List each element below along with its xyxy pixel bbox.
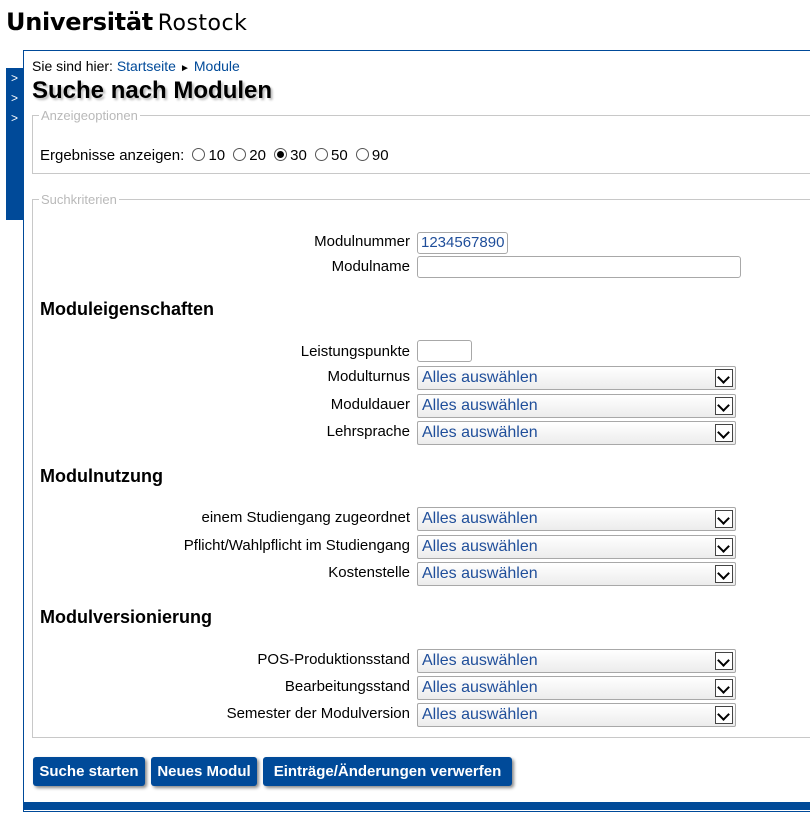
radio-50[interactable] <box>315 148 328 161</box>
moduldauer-select[interactable] <box>417 394 736 418</box>
search-criteria-legend: Suchkriterien <box>41 192 117 207</box>
bearbeitungsstand-select[interactable] <box>417 676 736 700</box>
radio-20-label: 20 <box>249 147 266 164</box>
expand-arrow-icon: > <box>10 111 18 125</box>
studiengang-label: einem Studiengang zugeordnet <box>201 509 410 526</box>
semester-label: Semester der Modulversion <box>226 705 410 722</box>
leistungspunkte-input[interactable] <box>417 340 472 362</box>
modulname-label: Modulname <box>331 258 410 275</box>
modulturnus-value: Alles auswählen <box>422 369 538 386</box>
studiengang-select[interactable] <box>417 507 736 531</box>
semester-value: Alles auswählen <box>422 706 538 723</box>
logo-word-rostock: Rostock <box>157 11 248 36</box>
pflicht-value: Alles auswählen <box>422 538 538 555</box>
logo-word-universitaet: Universität <box>6 8 153 36</box>
chevron-down-icon <box>715 424 733 442</box>
breadcrumb-prefix: Sie sind hier: <box>32 58 113 74</box>
radio-50-label: 50 <box>331 147 348 164</box>
modulversionierung-heading: Modulversionierung <box>40 607 213 627</box>
lehrsprache-label: Lehrsprache <box>326 423 410 440</box>
bearbeitungsstand-value: Alles auswählen <box>422 679 538 696</box>
radio-10[interactable] <box>192 148 205 161</box>
search-button[interactable]: Suche starten <box>33 757 145 786</box>
modulturnus-select[interactable] <box>417 366 736 390</box>
radio-30-label: 30 <box>290 147 307 164</box>
expand-arrow-icon: > <box>10 71 18 85</box>
modulname-input[interactable] <box>417 256 741 278</box>
new-module-button[interactable]: Neues Modul <box>151 757 257 786</box>
pflicht-label: Pflicht/Wahlpflicht im Studiengang <box>183 537 410 554</box>
chevron-down-icon <box>715 706 733 724</box>
moduldauer-label: Moduldauer <box>330 396 410 413</box>
chevron-down-icon <box>715 369 733 387</box>
results-per-page-label: Ergebnisse anzeigen: <box>40 147 185 164</box>
pflicht-select[interactable] <box>417 535 736 559</box>
chevron-down-icon <box>715 538 733 556</box>
chevron-down-icon <box>715 565 733 583</box>
bearbeitungsstand-label: Bearbeitungsstand <box>284 678 410 695</box>
pos-select[interactable] <box>417 649 736 673</box>
lehrsprache-value: Alles auswählen <box>422 424 538 441</box>
chevron-down-icon <box>715 510 733 528</box>
kostenstelle-label: Kostenstelle <box>328 564 410 581</box>
leistungspunkte-label: Leistungspunkte <box>300 343 410 360</box>
university-logo[interactable] <box>6 8 247 36</box>
moduleigenschaften-heading: Moduleigenschaften <box>40 299 215 319</box>
chevron-down-icon <box>715 679 733 697</box>
sidebar-toggle[interactable] <box>6 68 23 220</box>
lehrsprache-select[interactable] <box>417 421 736 445</box>
studiengang-value: Alles auswählen <box>422 510 538 527</box>
panel-footer-bar <box>23 802 810 810</box>
discard-button[interactable]: Einträge/Änderungen verwerfen <box>263 757 512 786</box>
display-options-legend: Anzeigeoptionen <box>41 108 138 123</box>
chevron-down-icon <box>715 652 733 670</box>
radio-10-label: 10 <box>208 147 226 164</box>
modulturnus-label: Modulturnus <box>327 368 410 385</box>
expand-arrow-icon: > <box>10 91 18 105</box>
display-options-fieldset <box>32 108 810 174</box>
results-per-page-row <box>40 147 389 164</box>
breadcrumb-arrow-icon: ► <box>179 63 190 74</box>
pos-value: Alles auswählen <box>422 652 538 669</box>
modulnummer-input[interactable]: 1234567890 <box>417 232 508 254</box>
radio-20[interactable] <box>233 148 246 161</box>
radio-90-label: 90 <box>371 147 389 164</box>
radio-30[interactable] <box>274 148 287 161</box>
breadcrumb <box>32 58 240 74</box>
modulnutzung-heading: Modulnutzung <box>40 466 163 486</box>
semester-select[interactable] <box>417 703 736 727</box>
breadcrumb-current-link[interactable]: Module <box>193 58 240 74</box>
breadcrumb-home-link[interactable]: Startseite <box>116 58 176 74</box>
chevron-down-icon <box>715 397 733 415</box>
kostenstelle-value: Alles auswählen <box>422 565 538 582</box>
page-title: Suche nach Modulen <box>32 77 273 104</box>
modulnummer-label: Modulnummer <box>314 233 410 250</box>
moduldauer-value: Alles auswählen <box>422 397 538 414</box>
pos-label: POS-Produktionsstand <box>257 651 410 668</box>
radio-90[interactable] <box>356 148 369 161</box>
kostenstelle-select[interactable] <box>417 562 736 586</box>
